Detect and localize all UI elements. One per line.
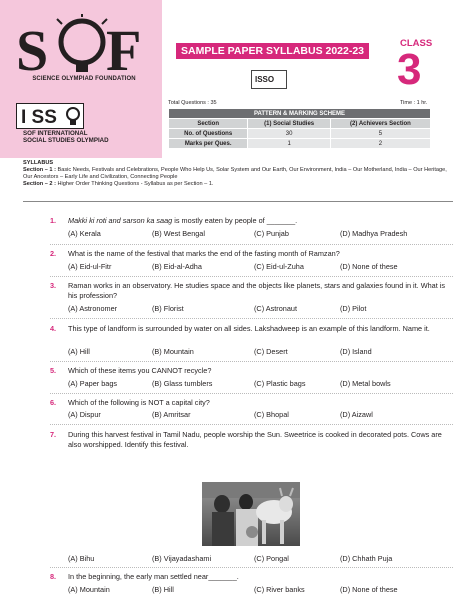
option[interactable]: (B) Amritsar xyxy=(152,410,191,419)
option[interactable]: (D) Madhya Pradesh xyxy=(340,229,408,238)
question-text xyxy=(68,216,448,226)
option[interactable]: (D) Chhath Puja xyxy=(340,554,393,563)
option[interactable]: (C) Pongal xyxy=(254,554,289,563)
option[interactable]: (B) West Bengal xyxy=(152,229,205,238)
option[interactable]: (C) River banks xyxy=(254,585,305,594)
option[interactable]: (B) Hill xyxy=(152,585,174,594)
option[interactable]: (C) Desert xyxy=(254,347,288,356)
svg-text:I SS: I SS xyxy=(21,107,57,128)
total-questions: Total Questions : 35 xyxy=(168,100,217,106)
section1-label: Section – 1 : xyxy=(23,166,56,173)
divider xyxy=(50,424,453,425)
question-number: 4. xyxy=(50,324,57,333)
option[interactable]: (C) Plastic bags xyxy=(254,379,306,388)
option[interactable]: (B) Florist xyxy=(152,304,184,313)
options-row xyxy=(68,229,448,239)
options-row xyxy=(68,262,448,272)
option[interactable]: (A) Paper bags xyxy=(68,379,118,388)
syllabus-heading: SYLLABUS xyxy=(23,160,54,166)
question-text-italic: Makki ki roti and sarson ka saag xyxy=(68,216,173,225)
isso-small-logo xyxy=(251,70,287,89)
syllabus-section-1 xyxy=(23,167,453,181)
question-number: 1. xyxy=(50,216,57,225)
scheme-cell: 1 xyxy=(248,139,331,149)
option[interactable]: (C) Astronaut xyxy=(254,304,297,313)
divider xyxy=(50,567,453,568)
question-number: 3. xyxy=(50,281,57,290)
options-row xyxy=(68,585,448,595)
isso-logo xyxy=(16,103,84,129)
divider xyxy=(50,318,453,319)
option[interactable]: (D) None of these xyxy=(340,585,398,594)
sof-logo xyxy=(14,14,154,84)
option[interactable]: (B) Eid-al-Adha xyxy=(152,262,202,271)
scheme-col-header: Section xyxy=(169,119,248,129)
question-number: 7. xyxy=(50,430,57,439)
option[interactable]: (C) Bhopal xyxy=(254,410,289,419)
option[interactable]: (D) Aizawl xyxy=(340,410,373,419)
time-limit: Time : 1 hr. xyxy=(400,100,428,106)
scheme-row-label: Marks per Ques. xyxy=(169,139,248,149)
option[interactable]: (A) Astronomer xyxy=(68,304,118,313)
question-number: 8. xyxy=(50,572,57,581)
sof-tagline: SCIENCE OLYMPIAD FOUNDATION xyxy=(32,76,136,82)
section2-text: Higher Order Thinking Questions - Syllabus as per Section – 1. xyxy=(55,180,214,187)
divider xyxy=(23,201,453,202)
option[interactable]: (C) Eid-ul-Zuha xyxy=(254,262,304,271)
syllabus xyxy=(23,160,453,188)
question-text: Which of the following is NOT a capital city? xyxy=(68,398,210,407)
option[interactable]: (C) Punjab xyxy=(254,229,289,238)
scheme-row-label: No. of Questions xyxy=(169,129,248,139)
option[interactable]: (B) Vijayadashami xyxy=(152,554,212,563)
isso-small-text: ISSO xyxy=(255,75,275,84)
question-text: Raman works in an observatory. He studies space and the objects like planets, stars and galaxies found in it. What is his profession? xyxy=(68,281,446,300)
options-row xyxy=(68,410,448,420)
option[interactable]: (A) Mountain xyxy=(68,585,110,594)
paper-title: SAMPLE PAPER SYLLABUS 2022-23 xyxy=(176,43,369,59)
question-text: Which of these items you CANNOT recycle? xyxy=(68,366,212,375)
divider xyxy=(50,393,453,394)
question-text: During this harvest festival in Tamil Nadu, people worship the Sun. Sweetrice is cooked in decorated pots. Cows are also worshipped. Identify this festival. xyxy=(68,430,442,449)
options-row xyxy=(68,554,448,564)
section2-label: Section – 2 : xyxy=(23,180,56,187)
olympiad-name-line2: SOCIAL STUDIES OLYMPIAD xyxy=(23,137,109,145)
class-label: CLASS xyxy=(400,38,433,49)
olympiad-name xyxy=(23,130,109,145)
option[interactable]: (D) Island xyxy=(340,347,372,356)
question-text-rest: is mostly eaten by people of _______. xyxy=(172,216,298,225)
option[interactable]: (A) Kerala xyxy=(68,229,101,238)
divider xyxy=(50,244,453,245)
syllabus-section-2 xyxy=(23,181,453,188)
options-row xyxy=(68,379,448,389)
question-number: 2. xyxy=(50,249,57,258)
scheme-cell: 5 xyxy=(330,129,430,139)
question-number: 5. xyxy=(50,366,57,375)
option[interactable]: (B) Glass tumblers xyxy=(152,379,213,388)
svg-text:S: S xyxy=(16,18,49,76)
option[interactable]: (A) Dispur xyxy=(68,410,101,419)
olympiad-name-line1: SOF INTERNATIONAL xyxy=(23,130,88,137)
svg-text:F: F xyxy=(106,18,142,76)
divider xyxy=(50,276,453,277)
option[interactable]: (A) Eid-ul-Fitr xyxy=(68,262,112,271)
section1-text: Basic Needs, Festivals and Celebrations, People Who Help Us, Solar System and Our Earth, Our Environment, India – Our Motherland, India – Our Heritage, Our Ancestors – Early Life and Civilization, Connecting People xyxy=(23,166,447,180)
festival-photo xyxy=(202,482,300,546)
option[interactable]: (D) None of these xyxy=(340,262,398,271)
options-row xyxy=(68,347,448,357)
scheme-title: PATTERN & MARKING SCHEME xyxy=(169,109,431,119)
question-text: This type of landform is surrounded by water on all sides. Lakshadweep is an example of this landform. Name it. xyxy=(68,324,430,333)
question-number: 6. xyxy=(50,398,57,407)
option[interactable]: (D) Metal bowls xyxy=(340,379,391,388)
question-text: In the beginning, the early man settled near_______. xyxy=(68,572,239,581)
option[interactable]: (B) Mountain xyxy=(152,347,194,356)
option[interactable]: (D) Pilot xyxy=(340,304,367,313)
scheme-cell: 30 xyxy=(248,129,331,139)
scheme-col-header: (2) Achievers Section xyxy=(330,119,430,129)
class-number: 3 xyxy=(397,45,422,94)
divider xyxy=(50,361,453,362)
scheme-cell: 2 xyxy=(330,139,430,149)
marking-scheme-table xyxy=(168,108,431,149)
option[interactable]: (A) Hill xyxy=(68,347,90,356)
option[interactable]: (A) Bihu xyxy=(68,554,95,563)
question-text: What is the name of the festival that marks the end of the fasting month of Ramzan? xyxy=(68,249,340,258)
options-row xyxy=(68,304,448,314)
scheme-col-header: (1) Social Studies xyxy=(248,119,331,129)
